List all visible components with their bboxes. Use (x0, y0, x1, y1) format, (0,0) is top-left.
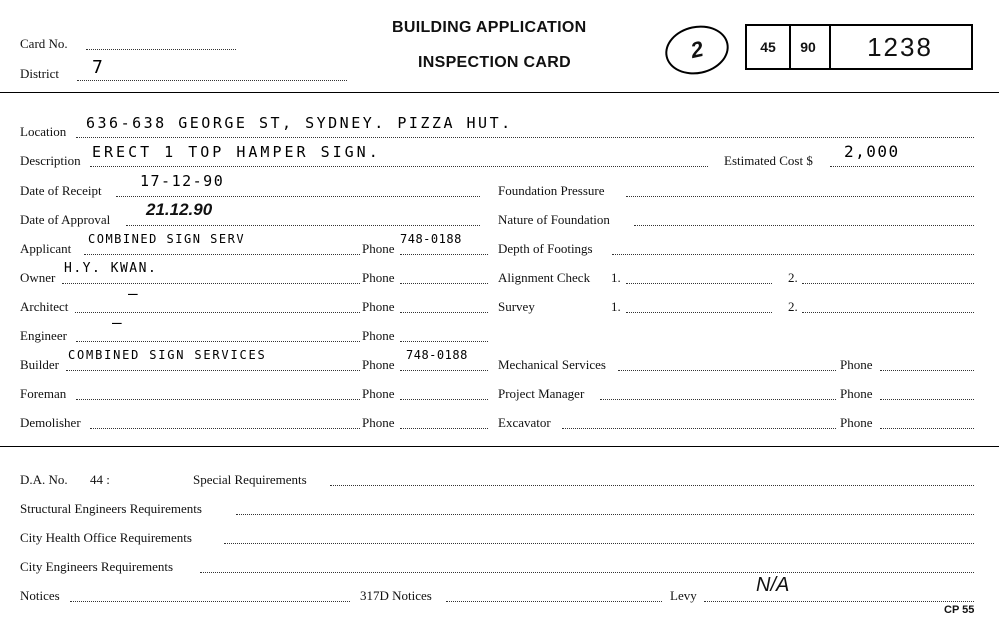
city-engineers-label: City Engineers Requirements (20, 559, 174, 574)
levy-label: Levy (670, 588, 697, 603)
demolisher-label: Demolisher (20, 415, 81, 430)
levy-line[interactable] (704, 601, 974, 602)
health-line[interactable] (224, 543, 974, 544)
date-approval-label: Date of Approval (20, 212, 111, 227)
date-receipt-label: Date of Receipt (20, 183, 102, 198)
depth-footings-label: Depth of Footings (498, 241, 593, 256)
demolisher-phone-line[interactable] (400, 428, 488, 429)
project-manager-label: Project Manager (498, 386, 585, 401)
owner-phone-label: Phone (362, 270, 395, 285)
da-no-label: D.A. No. (20, 472, 68, 487)
card-number-box (829, 24, 973, 70)
description-line[interactable] (90, 166, 708, 167)
date-receipt-line[interactable] (116, 196, 480, 197)
demolisher-phone-label: Phone (362, 415, 395, 430)
builder-phone-label: Phone (362, 357, 395, 372)
applicant-line[interactable] (84, 254, 360, 255)
alignment-1-line[interactable] (626, 283, 772, 284)
architect-label: Architect (20, 299, 69, 314)
architect-phone-label: Phone (362, 299, 395, 314)
estimated-cost-line[interactable] (830, 166, 974, 167)
owner-phone-line[interactable] (400, 283, 488, 284)
mechanical-phone-label: Phone (840, 357, 873, 372)
da-no-value: 44 : (90, 472, 110, 487)
excavator-phone-line[interactable] (880, 428, 974, 429)
structural-label: Structural Engineers Requirements (20, 501, 202, 516)
estimated-cost-label: Estimated Cost $ (724, 153, 813, 168)
title-line-2: INSPECTION CARD (418, 54, 571, 71)
project-manager-phone-label: Phone (840, 386, 873, 401)
mechanical-label: Mechanical Services (498, 357, 606, 372)
project-manager-phone-line[interactable] (880, 399, 974, 400)
district-line[interactable] (77, 80, 347, 81)
city-engineers-line[interactable] (200, 572, 974, 573)
alignment-1-label: 1. (611, 270, 621, 285)
engineer-label: Engineer (20, 328, 67, 343)
excavator-label: Excavator (498, 415, 551, 430)
requirements-divider (0, 446, 999, 447)
special-requirements-label: Special Requirements (193, 472, 307, 487)
alignment-check-label: Alignment Check (498, 270, 591, 285)
applicant-phone-line[interactable] (400, 254, 488, 255)
owner-label: Owner (20, 270, 56, 285)
alignment-2-label: 2. (788, 270, 798, 285)
foreman-phone-label: Phone (362, 386, 395, 401)
notices-line[interactable] (70, 601, 350, 602)
special-requirements-line[interactable] (330, 485, 974, 486)
applicant-value: COMBINED SIGN SERV (88, 232, 246, 246)
builder-value: COMBINED SIGN SERVICES (68, 348, 267, 362)
survey-2-label: 2. (788, 299, 798, 314)
applicant-phone-label: Phone (362, 241, 395, 256)
project-manager-line[interactable] (600, 399, 836, 400)
district-label: District (20, 66, 59, 81)
excavator-line[interactable] (562, 428, 836, 429)
notices-317d-line[interactable] (446, 601, 662, 602)
card-number-value: 1238 (867, 31, 933, 62)
levy-value: N/A (756, 574, 790, 596)
builder-line[interactable] (66, 370, 360, 371)
foundation-pressure-line[interactable] (626, 196, 974, 197)
mechanical-line[interactable] (618, 370, 836, 371)
excavator-phone-label: Phone (840, 415, 873, 430)
box-b-value: 90 (800, 39, 816, 55)
architect-value: — (128, 284, 140, 303)
foreman-label: Foreman (20, 386, 67, 401)
date-approval-line[interactable] (126, 225, 480, 226)
engineer-phone-label: Phone (362, 328, 395, 343)
box-a (745, 24, 791, 70)
description-value: ERECT 1 TOP HAMPER SIGN. (92, 143, 381, 161)
engineer-phone-line[interactable] (400, 341, 488, 342)
title-line-1: BUILDING APPLICATION (392, 19, 587, 36)
header-divider (0, 92, 999, 93)
notices-317d-label: 317D Notices (360, 588, 432, 603)
district-value: 7 (92, 57, 105, 78)
location-value: 636-638 GEORGE ST, SYDNEY. PIZZA HUT. (86, 114, 513, 132)
structural-line[interactable] (236, 514, 974, 515)
architect-phone-line[interactable] (400, 312, 488, 313)
engineer-value: — (112, 313, 124, 332)
depth-footings-line[interactable] (612, 254, 974, 255)
builder-phone-line[interactable] (400, 370, 488, 371)
foreman-phone-line[interactable] (400, 399, 488, 400)
date-approval-value: 21.12.90 (146, 200, 213, 219)
notices-label: Notices (20, 588, 60, 603)
box-a-value: 45 (760, 39, 776, 55)
survey-2-line[interactable] (802, 312, 974, 313)
nature-foundation-line[interactable] (634, 225, 974, 226)
estimated-cost-value: 2,000 (844, 142, 900, 161)
form-code: CP 55 (944, 604, 975, 616)
engineer-line[interactable] (76, 341, 360, 342)
circled-mark (661, 20, 734, 80)
foundation-pressure-label: Foundation Pressure (498, 183, 605, 198)
box-b (787, 24, 831, 70)
circled-mark-value: 2 (688, 36, 706, 64)
survey-1-label: 1. (611, 299, 621, 314)
builder-phone-value: 748-0188 (406, 348, 468, 362)
alignment-2-line[interactable] (802, 283, 974, 284)
builder-label: Builder (20, 357, 59, 372)
date-receipt-value: 17-12-90 (140, 172, 225, 190)
owner-line[interactable] (62, 283, 360, 284)
demolisher-line[interactable] (90, 428, 360, 429)
applicant-label: Applicant (20, 241, 72, 256)
card-no-line[interactable] (86, 49, 236, 50)
nature-foundation-label: Nature of Foundation (498, 212, 610, 227)
location-label: Location (20, 124, 67, 139)
owner-value: H.Y. KWAN. (64, 261, 158, 276)
survey-label: Survey (498, 299, 535, 314)
description-label: Description (20, 153, 81, 168)
foreman-line[interactable] (76, 399, 360, 400)
location-line[interactable] (76, 137, 974, 138)
applicant-phone-value: 748-0188 (400, 232, 462, 246)
mechanical-phone-line[interactable] (880, 370, 974, 371)
card-no-label: Card No. (20, 36, 68, 51)
survey-1-line[interactable] (626, 312, 772, 313)
health-label: City Health Office Requirements (20, 530, 192, 545)
